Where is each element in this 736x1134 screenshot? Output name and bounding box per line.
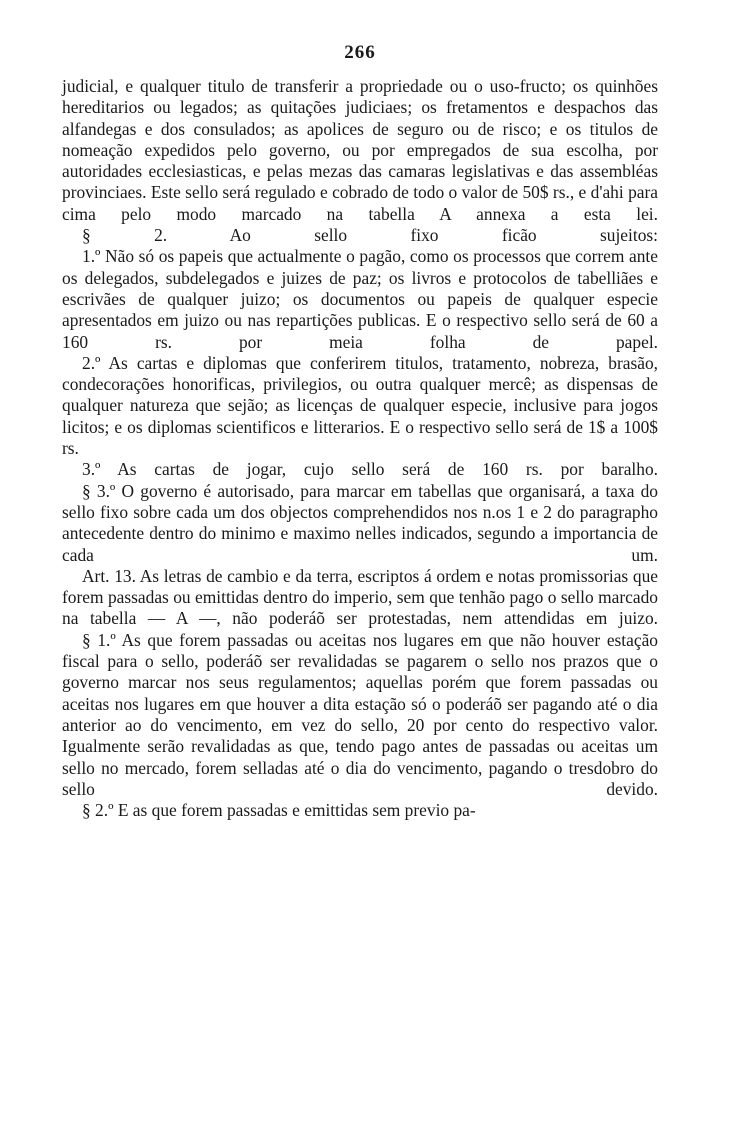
page-number: 266 (344, 42, 376, 63)
paragraph-article-13-section-2: § 2.º E as que forem passadas e emittidas sem previo pa- (82, 800, 476, 821)
book-page (62, 36, 658, 821)
paragraph-item-2: 2.º As cartas e diplomas que conferirem titulos, tratamento, nobreza, brasão, condecorações honorificas, privilegios, ou outra qualquer mercê; as dispensas de qualquer natureza que sejão; as licenças de qualquer especie, inclusive para jogos licitos; e os diplomas scientificos e litterarios. E o respectivo sello será de 1$ a 100$ rs. (62, 352, 658, 459)
paragraph-item-3: 3.º As cartas de jogar, cujo sello será de 160 rs. por baralho. (82, 459, 658, 480)
paragraph-section-3: § 3.º O governo é autorisado, para marcar em tabellas que organisará, a taxa do sello fixo sobre cada um dos objectos comprehendidos nos n.os 1 e 2 do paragrapho antecedente dentro do minimo e maximo nelles indicados, segundo a importancia de cada um. (62, 480, 658, 565)
paragraph-continuation: judicial, e qualquer titulo de transferir a propriedade ou o uso-fructo; os quinhões hereditarios ou legados; as quitações judiciaes; os fretamentos e despachos das alfandegas e dos consulados; as apolices de seguro ou de risco; e os titulos de nomeação expedidos pelo governo, ou por empregados de sua escolha, por autoridades ecclesiasticas, e pelas mezas das camaras legislativas e das assembléas provinciaes. Este sello será regulado e cobrado de todo o valor de 50$ rs., e d'ahi para cima pelo modo marcado na tabella A annexa a esta lei. (62, 76, 658, 224)
paragraph-article-13-section-1: § 1.º As que forem passadas ou aceitas nos lugares em que não houver estação fiscal para o sello, poderáõ ser revalidadas se pagarem o sello nos prazos que o governo marcar nos seus regulamentos; aquellas porém que forem passadas ou aceitas nos lugares em que houver a dita estação só o poderáõ ser pagando até o dia anterior ao do vencimento, em vez do sello, 20 por cento do respectivo valor. Igualmente serão revalidadas as que, tendo pago antes de passadas ou aceitas um sello no mercado, forem selladas até o dia do vencimento, pagando o tresdobro do sello devido. (62, 629, 658, 799)
body-text (62, 76, 658, 821)
paragraph-item-1: 1.º Não só os papeis que actualmente o pagão, como os processos que correm ante os delegados, subdelegados e juizes de paz; os livros e protocolos de tabelliães e escrivães de qualquer juizo; os documentos ou papeis de qualquer especie apresentados em juizo ou nas repartições publicas. E o respectivo sello será de 60 a 160 rs. por meia folha de papel. (62, 246, 658, 352)
paragraph-article-13: Art. 13. As letras de cambio e da terra, escriptos á ordem e notas promissorias que forem passadas ou emittidas dentro do imperio, sem que tenhão pago o sello marcado na tabella — A —, não poderáõ ser protestadas, nem attendidas em juizo. (62, 565, 658, 629)
paragraph-section-2-heading: § 2. Ao sello fixo ficão sujeitos: (82, 225, 658, 246)
